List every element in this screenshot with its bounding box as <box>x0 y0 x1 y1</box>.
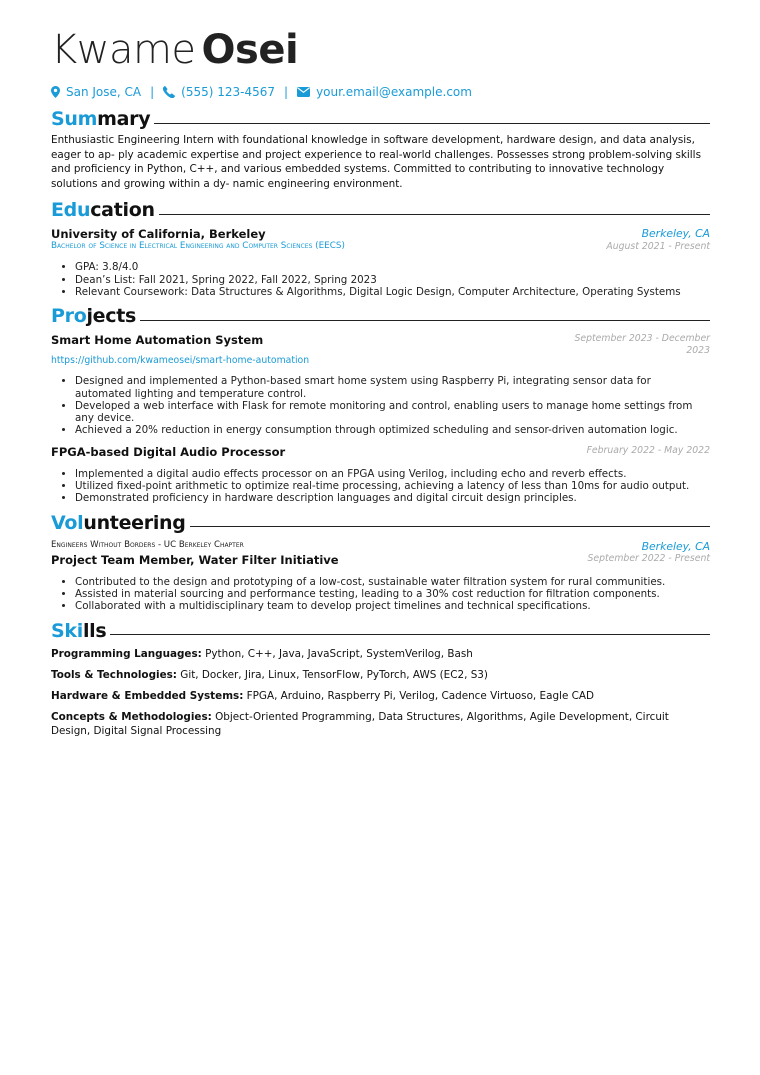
phone-text: (555) 123-4567 <box>181 85 276 99</box>
section-rule <box>140 320 710 321</box>
section-title: Volunteering <box>51 511 186 534</box>
section-header-education <box>51 198 710 222</box>
section-title: Projects <box>51 305 137 328</box>
list-item: • Relevant Coursework: Data Structures & Algorithms, Digital Logic Design, Computer Architecture, Operating Systems <box>75 286 710 298</box>
contact-email[interactable] <box>297 85 472 99</box>
section-title: Skills <box>51 619 107 642</box>
contact-phone[interactable] <box>163 85 275 99</box>
list-item: • Contributed to the design and prototyping of a low-cost, sustainable water filtration system for rural communities. <box>75 576 710 588</box>
last-name: Osei <box>201 27 299 73</box>
summary-text: Enthusiastic Engineering Intern with foundational knowledge in software development, hardware design, and data analysis, eager to ap- ply academic expertise and project experience to real-world challenges. Possesses strong problem-solving skills and proficiency in Python, C++, and various embedded systems. Committed to contributing to innovative technology solutions and growing within a dy- namic engineering environment. <box>51 134 701 190</box>
volunteer-org: Engineers Without Borders - UC Berkeley Chapter <box>51 539 244 550</box>
section-title: Summary <box>51 108 151 130</box>
section-header-projects <box>51 304 710 328</box>
volunteer-location: Berkeley, CA <box>641 539 710 553</box>
education-dates: August 2021 - Present <box>606 241 710 253</box>
project-bullets <box>51 468 710 505</box>
contact-separator: | <box>150 85 155 99</box>
list-item: • Achieved a 20% reduction in energy consumption through optimized scheduling and sensor-driven automation logic. <box>75 424 710 436</box>
list-item: • Assisted in material sourcing and performance testing, leading to a 30% cost reduction for filtration components. <box>75 588 710 600</box>
contact-separator: | <box>284 85 289 99</box>
list-item: • Dean’s List: Fall 2021, Spring 2022, Fall 2022, Spring 2023 <box>75 274 710 286</box>
list-item: • Collaborated with a multidisciplinary team to develop project timelines and technical specifications. <box>75 600 710 612</box>
first-name: Kwame <box>51 27 196 73</box>
project-entry <box>51 445 710 459</box>
location-text: San Jose, CA <box>66 85 142 99</box>
project-dates: February 2022 - May 2022 <box>586 444 710 456</box>
list-item: • Implemented a digital audio effects processor on an FPGA using Verilog, including echo and reverb effects. <box>75 468 710 480</box>
list-item: • GPA: 3.8/4.0 <box>75 261 710 273</box>
map-pin-icon <box>51 86 60 98</box>
list-item: • Demonstrated proficiency in hardware description languages and digital circuit design principles. <box>75 492 710 504</box>
skill-row: Tools & Technologies: Git, Docker, Jira, Linux, TensorFlow, PyTorch, AWS (EC2, S3) <box>51 668 488 681</box>
candidate-name <box>51 26 710 74</box>
section-rule <box>110 634 710 635</box>
project-bullets <box>51 375 710 436</box>
section-title: Education <box>51 199 155 222</box>
school-name: University of California, Berkeley <box>51 227 266 242</box>
section-header-volunteering <box>51 511 710 535</box>
degree-title: Bachelor of Science in Electrical Engineering and Computer Sciences (EECS) <box>51 241 345 252</box>
contact-location <box>51 85 141 99</box>
list-item: • Developed a web interface with Flask for remote monitoring and control, enabling users to manage home settings from any device. <box>75 400 710 425</box>
section-header-summary <box>51 107 710 131</box>
project-name: FPGA-based Digital Audio Processor <box>51 444 286 459</box>
education-bullets <box>51 261 710 298</box>
section-rule <box>159 214 710 215</box>
envelope-icon <box>297 87 310 97</box>
project-name: Smart Home Automation System <box>51 333 264 348</box>
contact-line <box>51 83 710 101</box>
volunteering-role-row <box>51 553 710 567</box>
education-degree-row <box>51 241 710 252</box>
skill-row: Programming Languages: Python, C++, Java, JavaScript, SystemVerilog, Bash <box>51 647 473 660</box>
volunteering-bullets <box>51 576 710 613</box>
project-link[interactable]: https://github.com/kwameosei/smart-home-automation <box>51 355 310 367</box>
list-item: • Designed and implemented a Python-based smart home system using Raspberry Pi, integrating sensor data for automated lighting and temperature control. <box>75 375 710 400</box>
skill-row: Hardware & Embedded Systems: FPGA, Arduino, Raspberry Pi, Verilog, Cadence Virtuoso, Eagle CAD <box>51 689 595 702</box>
list-item: • Utilized fixed-point arithmetic to optimize real-time processing, achieving a latency of less than 10ms for audio output. <box>75 480 710 492</box>
skill-row: Concepts & Methodologies: Object-Oriented Programming, Data Structures, Algorithms, Agile Development, Circuit Design, Digital Signal Processing <box>51 711 669 738</box>
education-entry <box>51 227 710 241</box>
email-link: your.email@example.com <box>316 85 472 99</box>
project-entry <box>51 333 710 357</box>
section-rule <box>154 123 710 124</box>
phone-icon <box>163 86 175 98</box>
school-location: Berkeley, CA <box>641 227 710 241</box>
volunteering-entry <box>51 540 710 553</box>
volunteer-dates: September 2022 - Present <box>587 552 710 564</box>
project-dates: September 2023 - December 2023 <box>574 333 710 357</box>
volunteer-role: Project Team Member, Water Filter Initiative <box>51 552 339 567</box>
section-header-skills <box>51 619 710 643</box>
section-rule <box>190 526 710 527</box>
